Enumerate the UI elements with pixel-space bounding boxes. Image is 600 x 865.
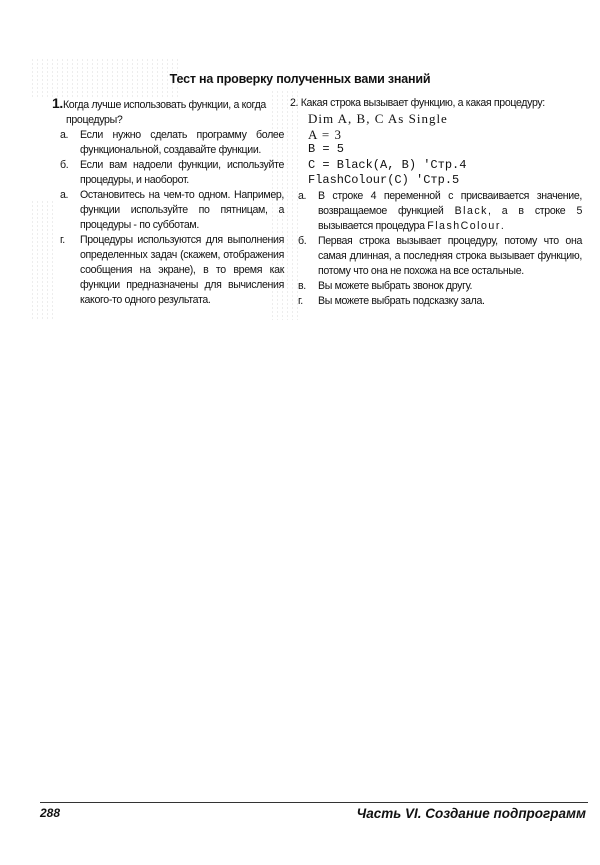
question-2-text: 2. Какая строка вызывает функцию, а какая процедуру: [290, 97, 545, 109]
answer-option: б. Первая строка вызывает процедуру, потому что она самая длинная, а последняя строка вызывает функцию, потому что она не похожа на все остальные. [298, 234, 582, 277]
running-footer: Часть VI. Создание подпрограмм [356, 806, 586, 821]
question-2 [290, 96, 582, 309]
page-title: Тест на проверку полученных вами знаний [169, 72, 431, 86]
code-line: B = 5 [308, 142, 345, 156]
answer-option: г. Вы можете выбрать подсказку зала. [298, 294, 485, 307]
answer-option: а. В строке 4 переменной с присваивается значение, возвращаемое функцией Black, а в строке 5 вызывается процедура FlashColour. [298, 189, 582, 232]
answer-option: а. Остановитесь на чем-то одном. Например, функции используйте по пятницам, а процедуры - по субботам. [60, 189, 284, 231]
page-number: 288 [40, 806, 61, 820]
question-number: 1. [52, 95, 63, 111]
answer-option: б. Если вам надоели функции, используйте процедуры, и наоборот. [60, 159, 284, 186]
answer-option: г. Процедуры используются для выполнения определенных задач (скажем, отображения сообщения на экране), в то время как функции предназначены для вычисления какого-то одного результата. [60, 234, 284, 306]
code-line: FlashColour(C) 'Стр.5 [308, 173, 460, 187]
code-line: C = Black(A, B) 'Стр.4 [308, 157, 467, 172]
answer-option: в. Вы можете выбрать звонок другу. [298, 279, 473, 292]
answer-option: а. Если нужно сделать программу более функциональной, создавайте функции. [60, 129, 284, 156]
question-1-text: 1.Когда лучше использовать функции, а когда процедуры? [52, 95, 266, 126]
code-line: A = 3 [308, 126, 343, 142]
footer-rule [40, 802, 588, 803]
code-line: Dim A, B, C As Single [308, 111, 448, 126]
question-1 [52, 96, 284, 308]
